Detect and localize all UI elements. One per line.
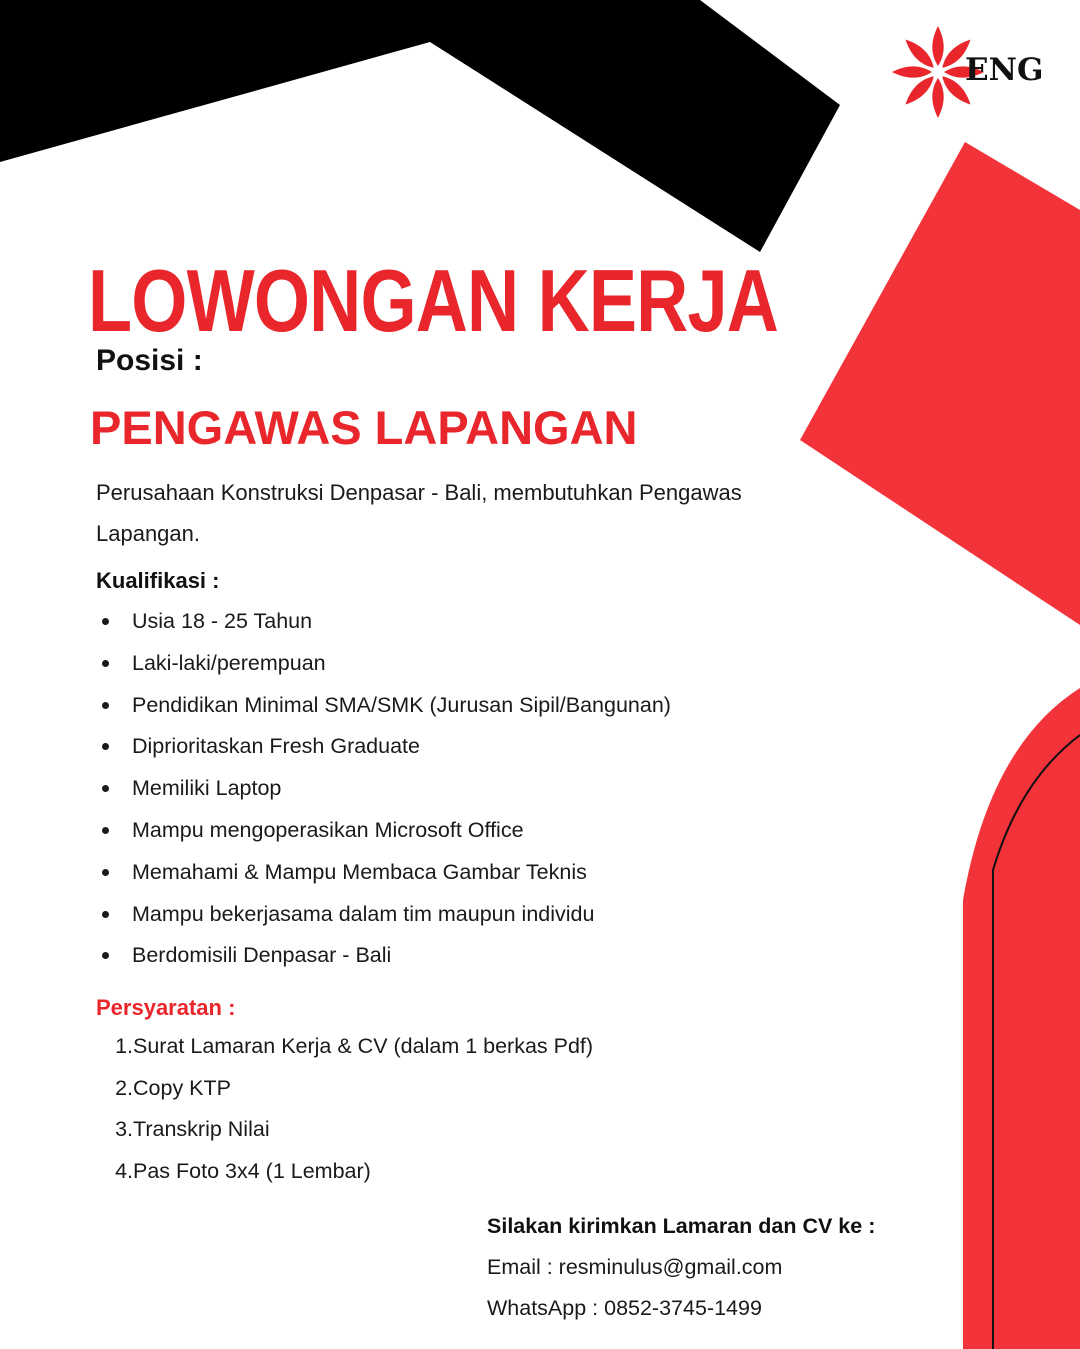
list-number: 2. <box>115 1075 133 1100</box>
requirements-list <box>110 1026 593 1192</box>
page-title: LOWONGAN KERJA <box>88 251 779 350</box>
list-item <box>102 935 671 977</box>
list-item <box>110 1109 593 1151</box>
list-item <box>102 852 671 894</box>
red-arch-shape <box>963 688 1080 1349</box>
list-item-text: Memiliki Laptop <box>132 776 282 801</box>
list-item-text: Mampu bekerjasama dalam tim maupun individu <box>132 901 595 926</box>
list-item-text: Surat Lamaran Kerja & CV (dalam 1 berkas Pdf) <box>133 1034 594 1058</box>
bullet-icon <box>102 660 109 667</box>
list-item <box>102 685 671 727</box>
list-item-text: Laki-laki/perempuan <box>132 650 326 675</box>
list-item-text: Transkrip Nilai <box>133 1117 270 1141</box>
black-banner-shape <box>0 0 840 252</box>
list-item-text: Pas Foto 3x4 (1 Lembar) <box>133 1158 371 1183</box>
logo-text: ENG <box>965 52 1044 88</box>
list-item-text: Mampu mengoperasikan Microsoft Office <box>132 817 524 842</box>
qualifications-title: Kualifikasi : <box>96 568 220 593</box>
list-item <box>102 643 671 685</box>
list-item <box>102 726 671 768</box>
list-item <box>110 1026 593 1068</box>
bullet-icon <box>102 702 109 709</box>
list-number: 4. <box>115 1158 133 1183</box>
contact-email: Email : resminulus@gmail.com <box>487 1255 783 1279</box>
intro-text: Perusahaan Konstruksi Denpasar - Bali, membutuhkan Pengawas Lapangan. <box>96 480 742 546</box>
list-number: 3. <box>115 1117 133 1141</box>
bullet-icon <box>102 618 109 625</box>
list-item <box>102 601 671 643</box>
list-number: 1. <box>115 1034 133 1058</box>
contact-whatsapp: WhatsApp : 0852-3745-1499 <box>487 1296 762 1320</box>
position-label: Posisi : <box>96 344 203 377</box>
requirements-title: Persyaratan : <box>96 995 236 1020</box>
bullet-icon <box>102 827 109 834</box>
bullet-icon <box>102 952 109 959</box>
list-item <box>102 894 671 936</box>
list-item-text: Usia 18 - 25 Tahun <box>132 609 313 633</box>
list-item <box>102 810 671 852</box>
bullet-icon <box>102 911 109 918</box>
list-item-text: Pendidikan Minimal SMA/SMK (Jurusan Sipil/Bangunan) <box>132 692 671 717</box>
list-item-text: Diprioritaskan Fresh Graduate <box>132 734 420 759</box>
list-item-text: Copy KTP <box>133 1075 231 1100</box>
position-value: PENGAWAS LAPANGAN <box>90 401 638 454</box>
qualifications-list <box>102 601 671 977</box>
list-item <box>110 1151 593 1193</box>
list-item <box>110 1068 593 1110</box>
bullet-icon <box>102 785 109 792</box>
contact-title: Silakan kirimkan Lamaran dan CV ke : <box>487 1214 876 1238</box>
list-item-text: Berdomisili Denpasar - Bali <box>132 943 392 968</box>
red-diamond-shape <box>800 142 1080 625</box>
bullet-icon <box>102 869 109 876</box>
bullet-icon <box>102 743 109 750</box>
list-item <box>102 768 671 810</box>
list-item-text: Memahami & Mampu Membaca Gambar Teknis <box>132 859 587 884</box>
